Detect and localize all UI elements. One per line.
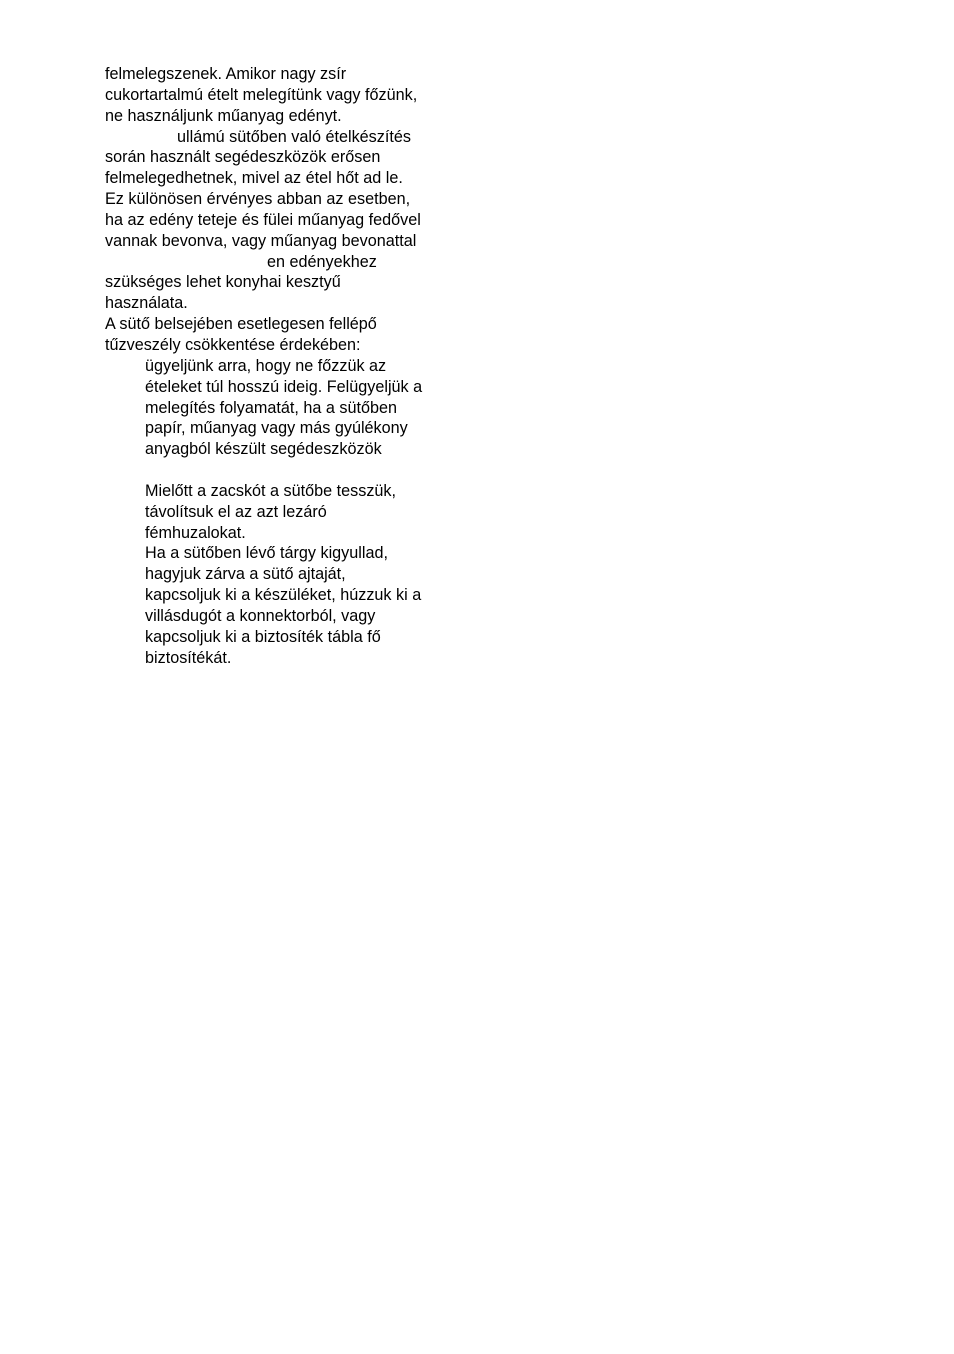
text-line: felmelegszenek. Amikor nagy zsír xyxy=(105,65,347,83)
text-line: ne használjunk műanyag edényt. xyxy=(105,106,342,125)
body-text xyxy=(105,64,475,668)
text-line: hagyjuk zárva a sütő ajtaját, xyxy=(145,565,346,584)
text-line: kapcsoljuk ki a készüléket, húzzuk ki a xyxy=(145,586,422,605)
text-line: papír, műanyag vagy más gyúlékony xyxy=(145,419,408,438)
text-line: melegítés folyamatát, ha a sütőben xyxy=(145,398,397,417)
text-line: ha az edény teteje és fülei műanyag fedővel xyxy=(105,210,421,229)
blank-line xyxy=(105,460,475,481)
text-line: A sütő belsejében esetlegesen fellépő xyxy=(105,315,377,334)
text-line: ügyeljünk arra, hogy ne főzzük az xyxy=(145,356,387,375)
text-line: kapcsoljuk ki a biztosíték tábla fő xyxy=(145,627,381,646)
text-line: során használt segédeszközök erősen xyxy=(105,148,381,167)
text-line: tűzveszély csökkentése érdekében: xyxy=(105,335,361,354)
text-line: Ha a sütőben lévő tárgy kigyullad, xyxy=(145,544,388,563)
text-line: ullámú sütőben való ételkészítés xyxy=(177,127,411,146)
text-line: ételeket túl hosszú ideig. Felügyeljük a xyxy=(145,377,423,396)
text-line: Mielőtt a zacskót a sütőbe tesszük, xyxy=(145,481,397,500)
text-line: biztosítékát. xyxy=(145,648,232,667)
text-line: felmelegedhetnek, mivel az étel hőt ad le. xyxy=(105,169,403,188)
text-line: Ez különösen érvényes abban az esetben, xyxy=(105,190,411,209)
text-line: távolítsuk el az azt lezáró xyxy=(145,502,327,521)
text-line: villásdugót a konnektorból, vagy xyxy=(145,606,376,625)
text-line: szükséges lehet konyhai kesztyű xyxy=(105,273,341,292)
text-line: fémhuzalokat. xyxy=(145,523,246,542)
text-line: en edényekhez xyxy=(267,252,377,271)
text-line: használata. xyxy=(105,294,188,313)
text-line: cukortartalmú ételt melegítünk vagy főzünk, xyxy=(105,85,418,104)
text-line: vannak bevonva, vagy műanyag bevonattal xyxy=(105,231,417,250)
text-line: anyagból készült segédeszközök xyxy=(145,440,382,459)
